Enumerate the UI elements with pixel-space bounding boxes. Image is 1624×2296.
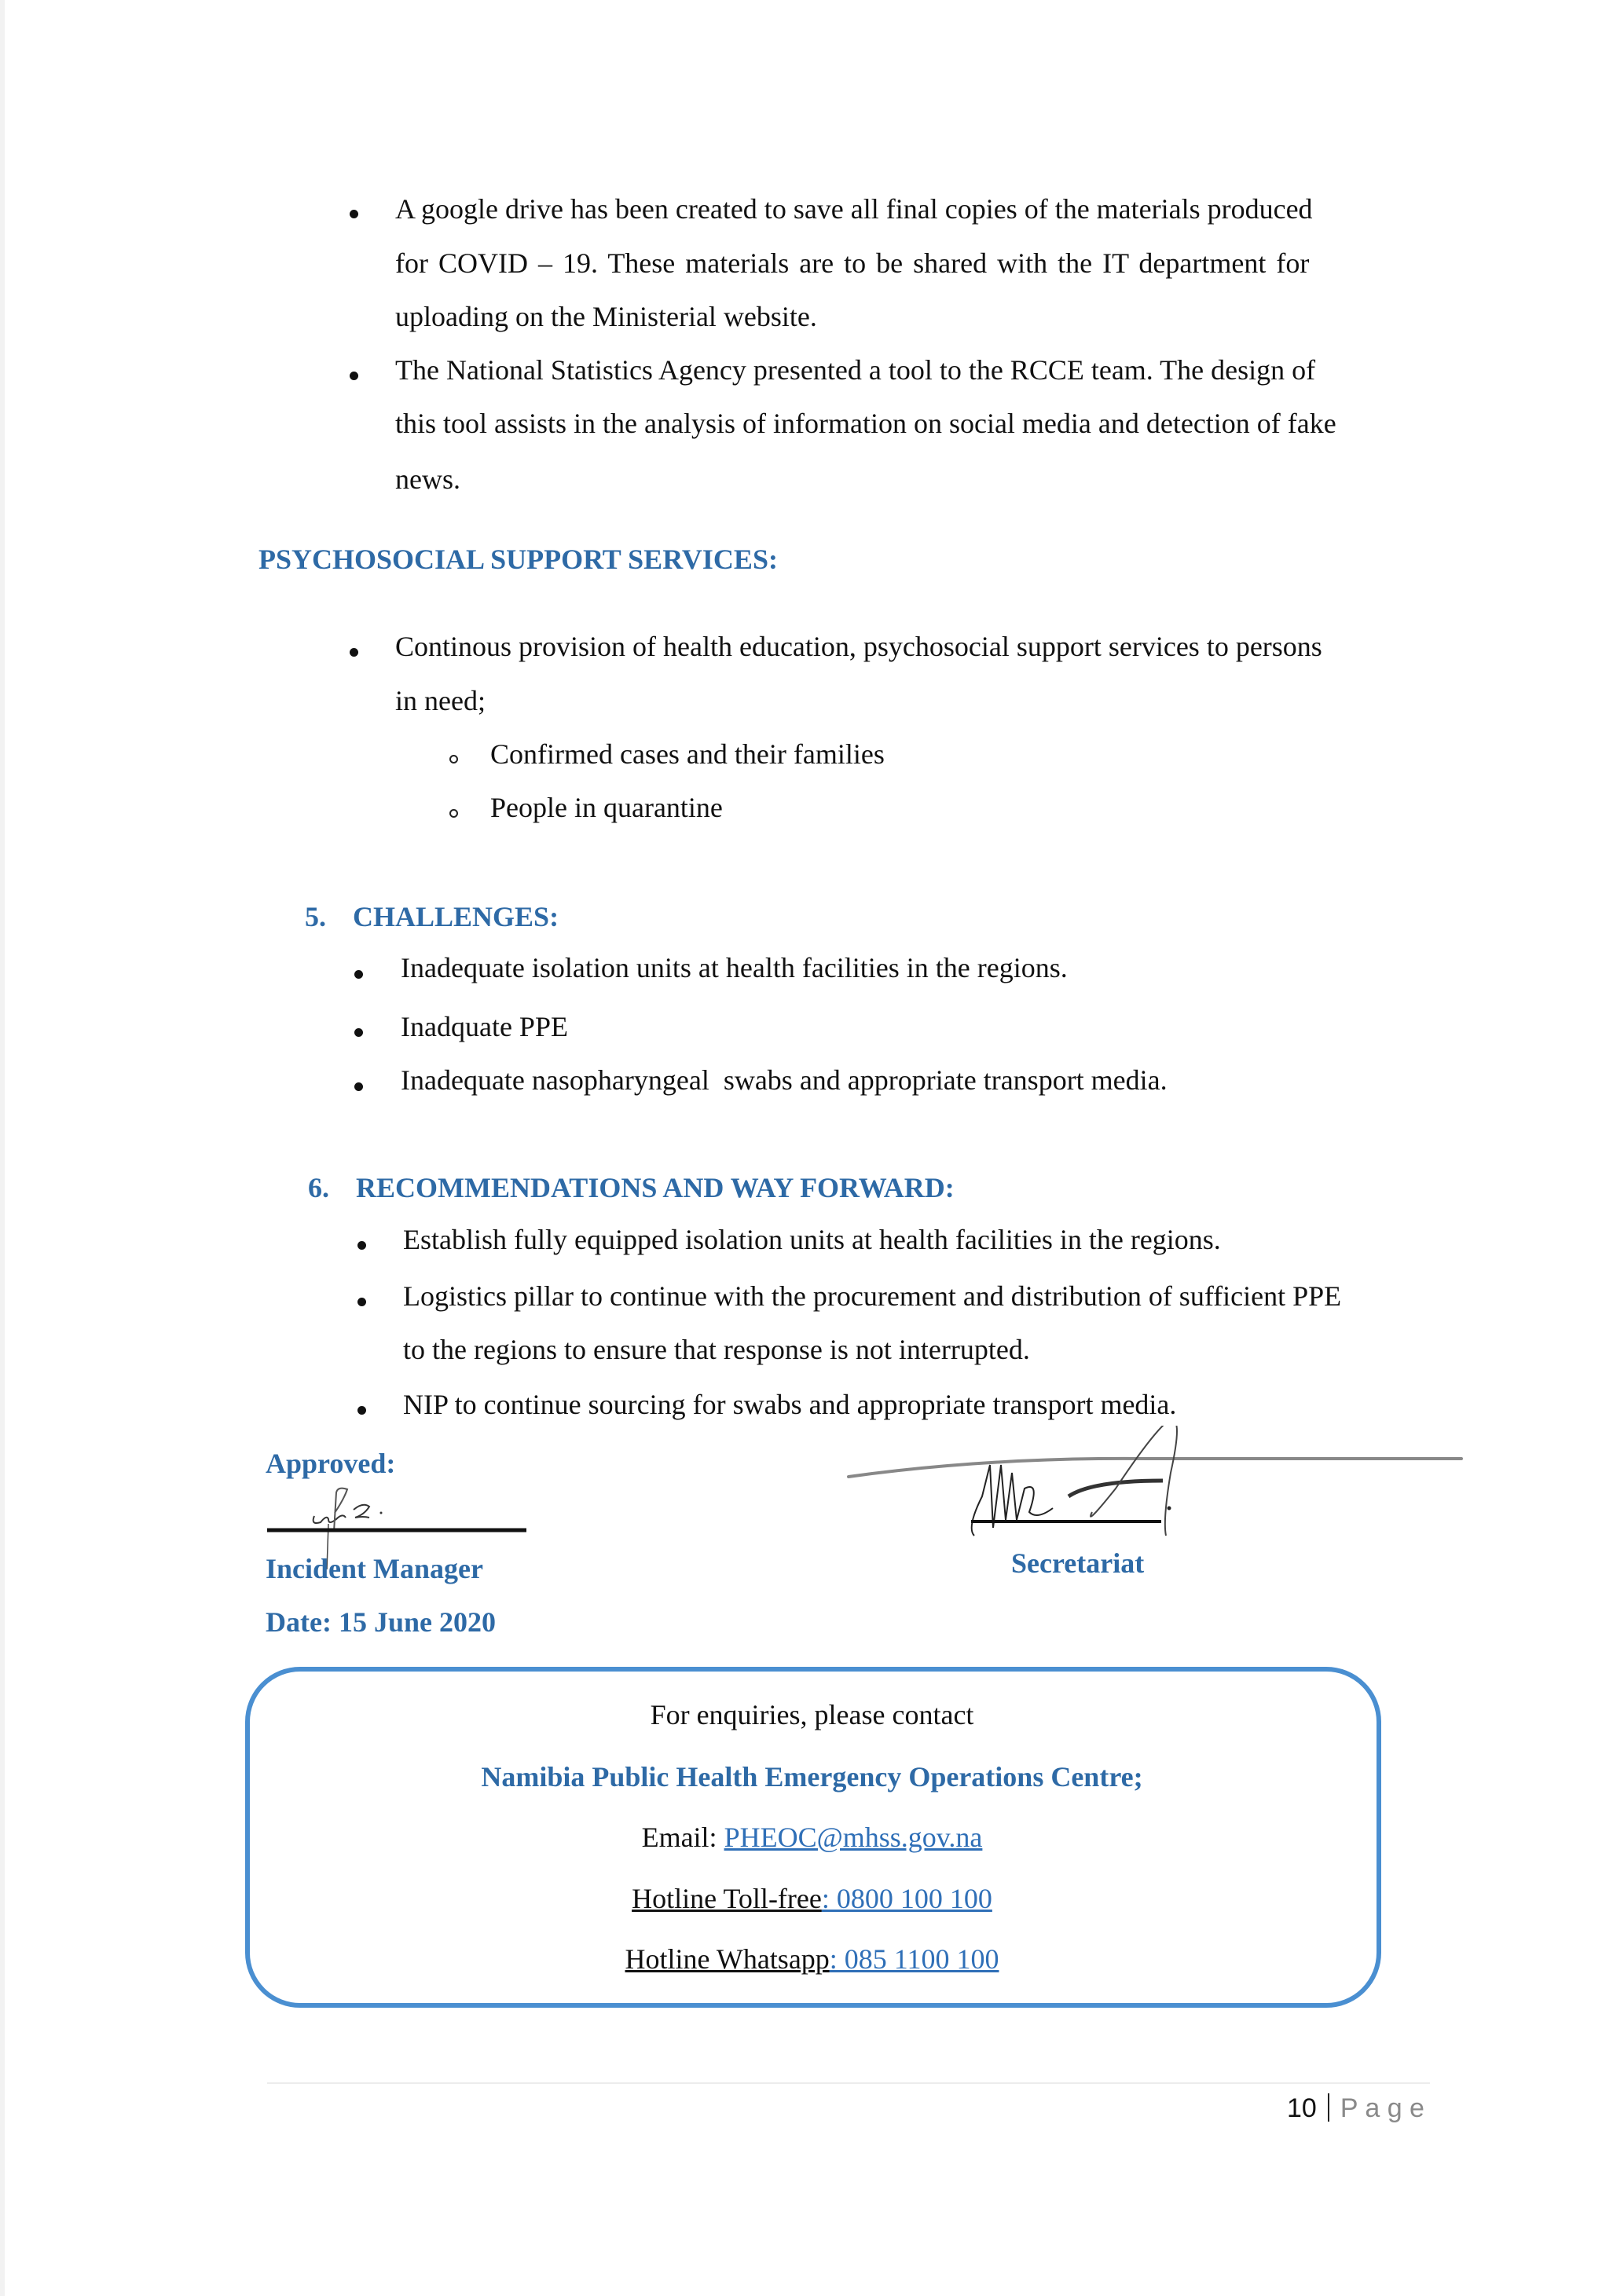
sub-list-item: Confirmed cases and their families [490,738,885,770]
sub-bullet-icon [449,755,458,764]
footer-divider [267,2082,1430,2084]
sub-bullet-icon [449,809,458,818]
contact-whatsapp-row [0,1945,1624,1973]
list-item-line: NIP to continue sourcing for swabs and appropriate transport media. [403,1389,1177,1420]
email-link[interactable]: PHEOC@mhss.gov.na [724,1822,983,1853]
contact-intro: For enquiries, please contact [650,1699,974,1730]
tollfree-label: Hotline Toll-free [632,1883,822,1914]
list-item-line: A google drive has been created to save all final copies of the materials produced [395,193,1313,225]
list-item-line: to the regions to ensure that response is not interrupted. [403,1334,1030,1365]
bullet-icon [357,1406,366,1415]
section-heading-challenges: CHALLENGES: [353,901,559,932]
tollfree-number-link[interactable]: : 0800 100 100 [821,1883,992,1914]
approved-label: Approved: [266,1448,396,1479]
section-heading-recommendations: RECOMMENDATIONS AND WAY FORWARD: [356,1172,955,1203]
approval-date: Date: 15 June 2020 [266,1606,496,1638]
secretariat-label: Secretariat [1011,1547,1145,1579]
page-separator [1328,2093,1329,2122]
contact-organization: Namibia Public Health Emergency Operations Centre; [481,1761,1143,1792]
whatsapp-number-link[interactable]: : 085 1100 100 [829,1943,999,1975]
email-label: Email: [641,1822,724,1853]
section-number: 6. [308,1172,329,1203]
bullet-icon [357,1298,366,1306]
list-item-line: Logistics pillar to continue with the procurement and distribution of sufficient PPE [403,1280,1342,1312]
bullet-icon [354,970,363,979]
contact-tollfree-row [0,1884,1624,1913]
bullet-icon [350,210,358,218]
list-item-line: Continous provision of health education, psychosocial support services to persons [395,631,1322,662]
list-item: Inadequate nasopharyngeal swabs and appropriate transport media. [401,1064,1168,1096]
list-item-line: in need; [395,685,486,716]
incident-manager-label: Incident Manager [266,1553,483,1584]
list-item-line: this tool assists in the analysis of information on social media and detection of fake [395,408,1336,439]
list-item-line: for COVID – 19. These materials are to be shared with the IT department for [395,247,1310,279]
secretariat-signature [833,1426,1477,1551]
bullet-icon [354,1082,363,1091]
whatsapp-label: Hotline Whatsapp [625,1943,830,1975]
section-number: 5. [305,901,326,932]
list-item-line: Establish fully equipped isolation units at health facilities in the regions. [403,1224,1221,1255]
page-label: P a g e [1340,2093,1424,2123]
list-item-line: news. [395,463,460,495]
section-heading-psychosocial: PSYCHOSOCIAL SUPPORT SERVICES: [258,544,778,575]
bullet-icon [350,372,358,380]
list-item: Inadquate PPE [401,1011,568,1042]
list-item-line: uploading on the Ministerial website. [395,301,817,332]
list-item-line: The National Statistics Agency presented a tool to the RCCE team. The design of [395,354,1316,386]
bullet-icon [354,1028,363,1037]
sub-list-item: People in quarantine [490,792,723,823]
page-footer [1287,2093,1424,2122]
bullet-icon [350,648,358,657]
contact-email-row [0,1823,1624,1851]
bullet-icon [357,1241,366,1250]
list-item: Inadequate isolation units at health facilities in the regions. [401,952,1068,983]
page-number: 10 [1287,2093,1317,2123]
